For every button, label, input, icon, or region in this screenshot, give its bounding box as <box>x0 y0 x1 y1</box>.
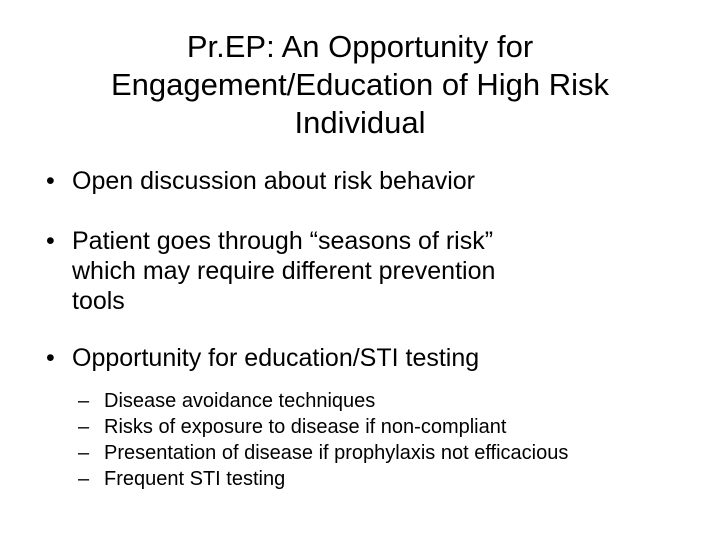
bullet-item-risk-discussion <box>46 166 686 196</box>
dash-icon: – <box>78 416 90 438</box>
dash-icon: – <box>78 390 90 412</box>
bullet-text-line: Open discussion about risk behavior <box>72 167 476 195</box>
sub-bullet-list <box>78 388 698 492</box>
bullet-icon: • <box>46 227 55 255</box>
slide-title <box>40 28 680 142</box>
title-line: Individual <box>294 105 426 140</box>
bullet-text-line: which may require different prevention <box>72 257 496 285</box>
sub-bullet-text: Disease avoidance techniques <box>104 390 376 412</box>
sub-bullet-item <box>78 414 698 440</box>
bullet-item-education-testing <box>46 343 686 373</box>
title-line: Pr.EP: An Opportunity for <box>186 29 534 64</box>
bullet-icon: • <box>46 167 55 195</box>
dash-icon: – <box>78 442 90 464</box>
bullet-item-seasons-of-risk <box>46 226 686 316</box>
sub-bullet-text: Frequent STI testing <box>104 468 286 490</box>
bullet-text-line: tools <box>72 287 125 315</box>
sub-bullet-item <box>78 466 698 492</box>
sub-bullet-item <box>78 388 698 414</box>
title-line: Engagement/Education of High Risk <box>110 67 609 102</box>
bullet-icon: • <box>46 344 55 372</box>
bullet-text-line: Patient goes through “seasons of risk” <box>72 227 494 255</box>
dash-icon: – <box>78 468 90 490</box>
sub-bullet-item <box>78 440 698 466</box>
sub-bullet-text: Presentation of disease if prophylaxis not efficacious <box>104 442 569 464</box>
sub-bullet-text: Risks of exposure to disease if non-compliant <box>104 416 507 438</box>
bullet-text-line: Opportunity for education/STI testing <box>72 344 480 372</box>
